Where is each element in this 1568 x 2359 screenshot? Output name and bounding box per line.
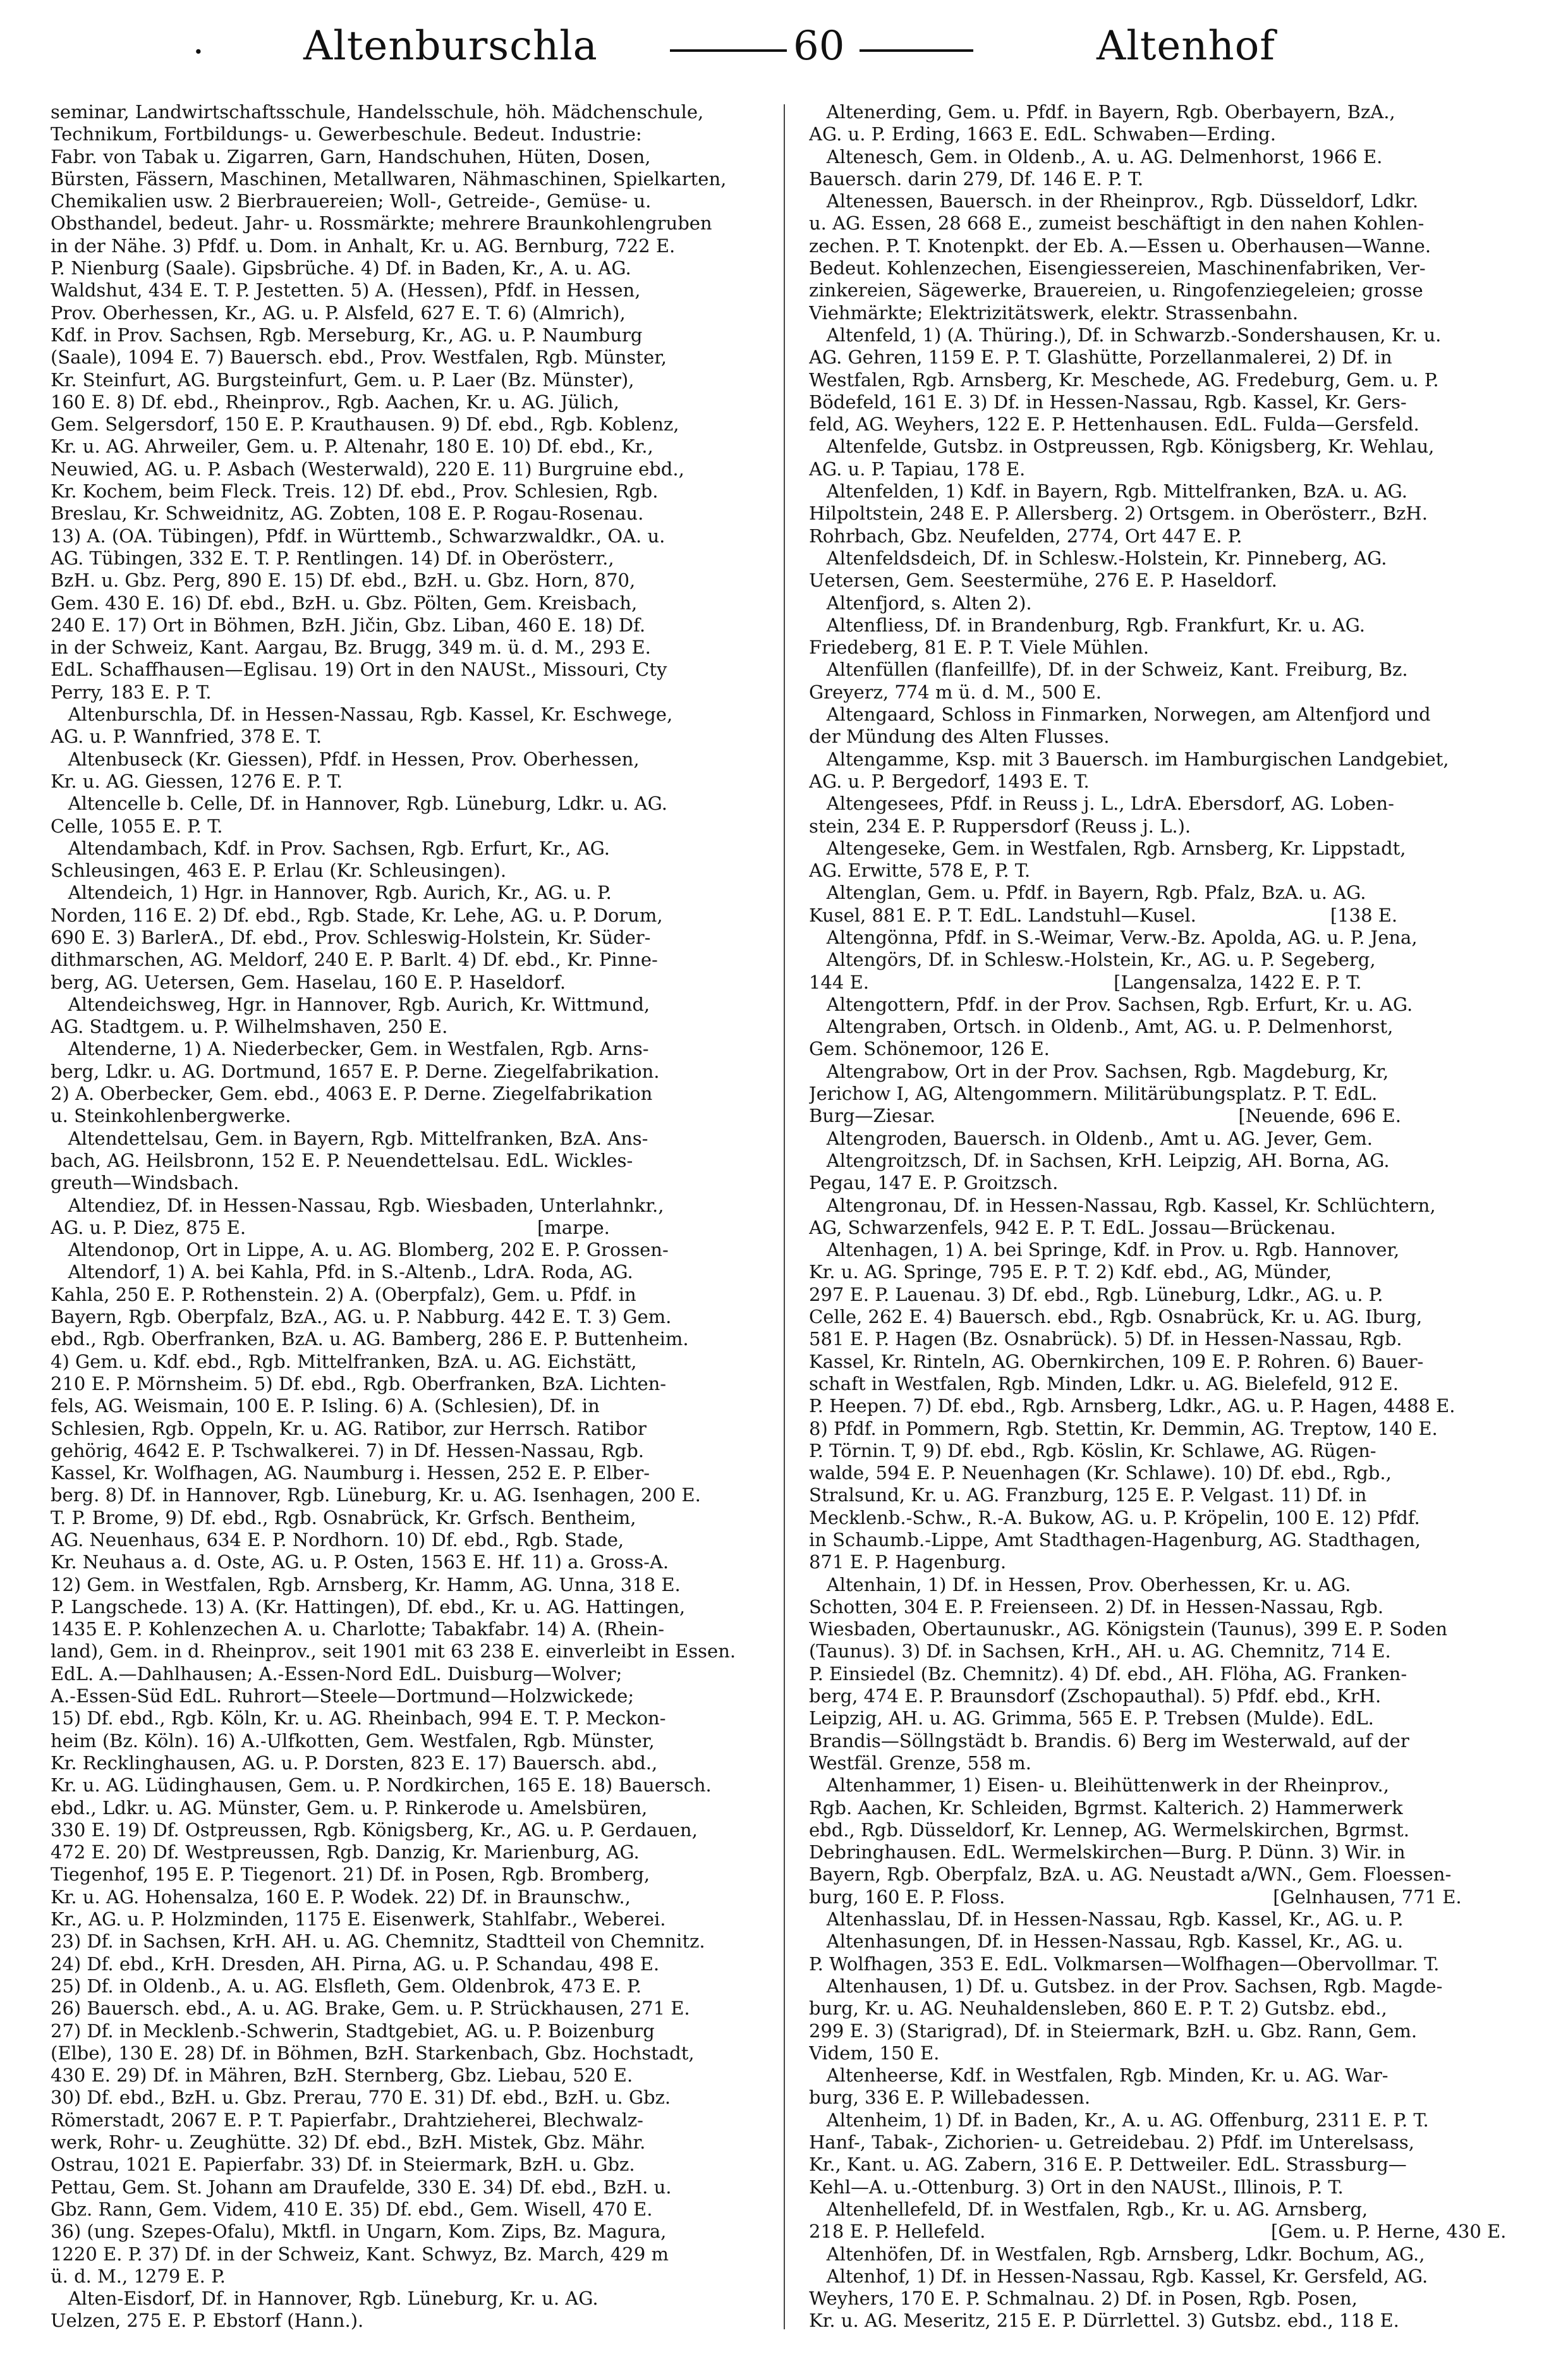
header-rule-left	[670, 49, 787, 52]
header-right-catchword: Altenhof	[1097, 23, 1275, 70]
text-columns	[51, 101, 1517, 2332]
left-column-text: seminar, Landwirtschaftsschule, Handelsschule, höh. Mädchenschule, Technikum, Fortbildungs- u. Gewerbeschule. Bedeut. Industrie: Fabr. von Tabak u. Zigarren, Garn, Handschuhen, Hüten, Dosen, Bürsten, Fässern, Maschinen, Metallwaren, Nähmaschinen, Spielkarten, Chemikalien usw. 2 Bierbrauereien; Woll-, Getreide-, Gemüse- u. Obsthandel, bedeut. Jahr- u. Rossmärkte; mehrere Braunkohlengruben in der Nähe. 3) Pfdf. u. Dom. in Anhalt, Kr. u. AG. Bernburg, 722 E. P. Nienburg (Saale). Gipsbrüche. 4) Df. in Baden, Kr., A. u. AG. Waldshut, 434 E. T. P. Jestetten. 5) A. (Hessen), Pfdf. in Hessen, Prov. Oberhessen, Kr., AG. u. P. Alsfeld, 627 E. T. 6) (Almrich), Kdf. in Prov. Sachsen, Rgb. Merseburg, Kr., AG. u. P. Naumburg (Saale), 1094 E. 7) Bauersch. ebd., Prov. Westfalen, Rgb. Münster, Kr. Steinfurt, AG. Burgsteinfurt, Gem. u. P. Laer (Bz. Münster), 160 E. 8) Df. ebd., Rheinprov., Rgb. Aachen, Kr. u. AG. Jülich, Gem. Selgersdorf, 150 E. P. Krauthausen. 9) Df. ebd., Rgb. Koblenz, Kr. u. AG. Ahrweiler, Gem. u. P. Altenahr, 180 E. 10) Df. ebd., Kr., Neuwied, AG. u. P. Asbach (Westerwald), 220 E. 11) Burgruine ebd., Kr. Kochem, beim Fleck. Treis. 12) Df. ebd., Prov. Schlesien, Rgb. Breslau, Kr. Schweidnitz, AG. Zobten, 108 E. P. Rogau-Rosenau. 13) A. (OA. Tübingen), Pfdf. in Württemb., Schwarzwaldkr., OA. u. AG. Tübingen, 332 E. T. P. Rentlingen. 14) Df. in Oberösterr., BzH. u. Gbz. Perg, 890 E. 15) Df. ebd., BzH. u. Gbz. Horn, 870, Gem. 430 E. 16) Df. ebd., BzH. u. Gbz. Pölten, Gem. Kreisbach, 240 E. 17) Ort in Böhmen, BzH. Jičin, Gbz. Liban, 460 E. 18) Df. in der Schweiz, Kant. Aargau, Bz. Brugg, 349 m. ü. d. M., 293 E. EdL. Schaffhausen—Eglisau. 19) Ort in den NAUSt., Missouri, Cty Perry, 183 E. P. T. Altenburschla, Df. in Hessen-Nassau, Rgb. Kassel, Kr. Eschwege, AG. u. P. Wannfried, 378 E. T. Altenbuseck (Kr. Giessen), Pfdf. in Hessen, Prov. Oberhessen, Kr. u. AG. Giessen, 1276 E. P. T. Altencelle b. Celle, Df. in Hannover, Rgb. Lüneburg, Ldkr. u. AG. Celle, 1055 E. P. T. Altendambach, Kdf. in Prov. Sachsen, Rgb. Erfurt, Kr., AG. Schleusingen, 463 E. P. Erlau (Kr. Schleusingen). Altendeich, 1) Hgr. in Hannover, Rgb. Aurich, Kr., AG. u. P. Norden, 116 E. 2) Df. ebd., Rgb. Stade, Kr. Lehe, AG. u. P. Dorum, 690 E. 3) BarlerA., Df. ebd., Prov. Schleswig-Holstein, Kr. Süder- dithmarschen, AG. Meldorf, 240 E. P. Barlt. 4) Df. ebd., Kr. Pinne- berg, AG. Uetersen, Gem. Haselau, 160 E. P. Haseldorf. Altendeichsweg, Hgr. in Hannover, Rgb. Aurich, Kr. Wittmund, AG. Stadtgem. u. P. Wilhelmshaven, 250 E. Altenderne, 1) A. Niederbecker, Gem. in Westfalen, Rgb. Arns- berg, Ldkr. u. AG. Dortmund, 1657 E. P. Derne. Ziegelfabrikation. 2) A. Oberbecker, Gem. ebd., 4063 E. P. Derne. Ziegelfabrikation u. Steinkohlenbergwerke. Altendettelsau, Gem. in Bayern, Rgb. Mittelfranken, BzA. Ans- bach, AG. Heilsbronn, 152 E. P. Neuendettelsau. EdL. Wickles- greuth—Windsbach. Altendiez, Df. in Hessen-Nassau, Rgb. Wiesbaden, Unterlahnkr., AG. u. P. Diez, 875 E. [marpe. Altendonop, Ort in Lippe, A. u. AG. Blomberg, 202 E. P. Grossen- Altendorf, 1) A. bei Kahla, Pfd. in S.-Altenb., LdrA. Roda, AG. Kahla, 250 E. P. Rothenstein. 2) A. (Oberpfalz), Gem. u. Pfdf. in Bayern, Rgb. Oberpfalz, BzA., AG. u. P. Nabburg. 442 E. T. 3) Gem. ebd., Rgb. Oberfranken, BzA. u. AG. Bamberg, 286 E. P. Buttenheim. 4) Gem. u. Kdf. ebd., Rgb. Mittelfranken, BzA. u. AG. Eichstätt, 210 E. P. Mörnsheim. 5) Df. ebd., Rgb. Oberfranken, BzA. Lichten- fels, AG. Weismain, 100 E. P. Isling. 6) A. (Schlesien), Df. in Schlesien, Rgb. Oppeln, Kr. u. AG. Ratibor, zur Herrsch. Ratibor gehörig, 4642 E. P. Tschwalkerei. 7) in Df. Hessen-Nassau, Rgb. Kassel, Kr. Wolfhagen, AG. Naumburg i. Hessen, 252 E. P. Elber- berg. 8) Df. in Hannover, Rgb. Lüneburg, Kr. u. AG. Isenhagen, 200 E. T. P. Brome, 9) Df. ebd., Rgb. Osnabrück, Kr. Grfsch. Bentheim, AG. Neuenhaus, 634 E. P. Nordhorn. 10) Df. ebd., Rgb. Stade, Kr. Neuhaus a. d. Oste, AG. u. P. Osten, 1563 E. Hf. 11) a. Gross-A. 12) Gem. in Westfalen, Rgb. Arnsberg, Kr. Hamm, AG. Unna, 318 E. P. Langschede. 13) A. (Kr. Hattingen), Df. ebd., Kr. u. AG. Hattingen, 1435 E. P. Kohlenzechen A. u. Charlotte; Tabakfabr. 14) A. (Rhein- land), Gem. in d. Rheinprov., seit 1901 mit 63 238 E. einverleibt in Essen. EdL. A.—Dahlhausen; A.-Essen-Nord EdL. Duisburg—Wolver; A.-Essen-Süd EdL. Ruhrort—Steele—Dortmund—Holzwickede; 15) Df. ebd., Rgb. Köln, Kr. u. AG. Rheinbach, 994 E. T. P. Meckon- heim (Bz. Köln). 16) A.-Ulfkotten, Gem. Westfalen, Rgb. Münster, Kr. Recklinghausen, AG. u. P. Dorsten, 823 E. 17) Bauersch. abd., Kr. u. AG. Lüdinghausen, Gem. u. P. Nordkirchen, 165 E. 18) Bauersch. ebd., Ldkr. u. AG. Münster, Gem. u. P. Rinkerode u. Amelsbüren, 330 E. 19) Df. Ostpreussen, Rgb. Königsberg, Kr., AG. u. P. Gerdauen, 472 E. 20) Df. Westpreussen, Rgb. Danzig, Kr. Marienburg, AG. Tiegenhof, 195 E. P. Tiegenort. 21) Df. in Posen, Rgb. Bromberg, Kr. u. AG. Hohensalza, 160 E. P. Wodek. 22) Df. in Braunschw., Kr., AG. u. P. Holzminden, 1175 E. Eisenwerk, Stahlfabr., Weberei. 23) Df. in Sachsen, KrH. AH. u. AG. Chemnitz, Stadtteil von Chemnitz. 24) Df. ebd., KrH. Dresden, AH. Pirna, AG. u. P. Schandau, 498 E. 25) Df. in Oldenb., A. u. AG. Elsfleth, Gem. Oldenbrok, 473 E. P. 26) Bauersch. ebd., A. u. AG. Brake, Gem. u. P. Strückhausen, 271 E. 27) Df. in Mecklenb.-Schwerin, Stadtgebiet, AG. u. P. Boizenburg (Elbe), 130 E. 28) Df. in Böhmen, BzH. Starkenbach, Gbz. Hochstadt, 430 E. 29) Df. in Mähren, BzH. Sternberg, Gbz. Liebau, 520 E. 30) Df. ebd., BzH. u. Gbz. Prerau, 770 E. 31) Df. ebd., BzH. u. Gbz. Römerstadt, 2067 E. P. T. Papierfabr., Drahtzieherei, Blechwalz- werk, Rohr- u. Zeughütte. 32) Df. ebd., BzH. Mistek, Gbz. Mähr. Ostrau, 1021 E. Papierfabr. 33) Df. in Steiermark, BzH. u. Gbz. Pettau, Gem. St. Johann am Draufelde, 330 E. 34) Df. ebd., BzH. u. Gbz. Rann, Gem. Videm, 410 E. 35) Df. ebd., Gem. Wisell, 470 E. 36) (ung. Szepes-Ofalu), Mktfl. in Ungarn, Kom. Zips, Bz. Magura, 1220 E. P. 37) Df. in der Schweiz, Kant. Schwyz, Bz. March, 429 m ü. d. M., 1279 E. P. Alten-Eisdorf, Df. in Hannover, Rgb. Lüneburg, Kr. u. AG. Uelzen, 275 E. P. Ebstorf (Hann.).	[51, 101, 736, 2332]
column-divider	[784, 104, 785, 2329]
header-left-catchword: Altenburschla	[303, 23, 598, 70]
header-rule-right	[860, 49, 973, 52]
header-dot: ·	[193, 32, 204, 73]
right-column	[809, 101, 1517, 2332]
page-header	[0, 6, 1568, 88]
right-column-text: Altenerding, Gem. u. Pfdf. in Bayern, Rgb. Oberbayern, BzA., AG. u. P. Erding, 1663 E. EdL. Schwaben—Erding. Altenesch, Gem. in Oldenb., A. u. AG. Delmenhorst, 1966 E. Bauersch. darin 279, Df. 146 E. P. T. Altenessen, Bauersch. in der Rheinprov., Rgb. Düsseldorf, Ldkr. u. AG. Essen, 28 668 E., zumeist beschäftigt in den nahen Kohlen- zechen. P. T. Knotenpkt. der Eb. A.—Essen u. Oberhausen—Wanne. Bedeut. Kohlenzechen, Eisengiessereien, Maschinenfabriken, Ver- zinkereien, Sägewerke, Brauereien, u. Ringofenziegeleien; grosse Viehmärkte; Elektrizitätswerk, elektr. Strassenbahn. Altenfeld, 1) (A. Thüring.), Df. in Schwarzb.-Sondershausen, Kr. u. AG. Gehren, 1159 E. P. T. Glashütte, Porzellanmalerei, 2) Df. in Westfalen, Rgb. Arnsberg, Kr. Meschede, AG. Fredeburg, Gem. u. P. Bödefeld, 161 E. 3) Df. in Hessen-Nassau, Rgb. Kassel, Kr. Gers- feld, AG. Weyhers, 122 E. P. Hettenhausen. EdL. Fulda—Gersfeld. Altenfelde, Gutsbz. in Ostpreussen, Rgb. Königsberg, Kr. Wehlau, AG. u. P. Tapiau, 178 E. Altenfelden, 1) Kdf. in Bayern, Rgb. Mittelfranken, BzA. u. AG. Hilpoltstein, 248 E. P. Allersberg. 2) Ortsgem. in Oberösterr., BzH. Rohrbach, Gbz. Neufelden, 2774, Ort 447 E. P. Altenfeldsdeich, Df. in Schlesw.-Holstein, Kr. Pinneberg, AG. Uetersen, Gem. Seestermühe, 276 E. P. Haseldorf. Altenfjord, s. Alten 2). Altenfliess, Df. in Brandenburg, Rgb. Frankfurt, Kr. u. AG. Friedeberg, 81 E. P. T. Viele Mühlen. Altenfüllen (flanfeillfe), Df. in der Schweiz, Kant. Freiburg, Bz. Greyerz, 774 m ü. d. M., 500 E. Altengaard, Schloss in Finmarken, Norwegen, am Altenfjord und der Mündung des Alten Flusses. Altengamme, Ksp. mit 3 Bauersch. im Hamburgischen Landgebiet, AG. u. P. Bergedorf, 1493 E. T. Altengesees, Pfdf. in Reuss j. L., LdrA. Ebersdorf, AG. Loben- stein, 234 E. P. Ruppersdorf (Reuss j. L.). Altengeseke, Gem. in Westfalen, Rgb. Arnsberg, Kr. Lippstadt, AG. Erwitte, 578 E, P. T. Altenglan, Gem. u. Pfdf. in Bayern, Rgb. Pfalz, BzA. u. AG. Kusel, 881 E. P. T. EdL. Landstuhl—Kusel. [138 E. Altengönna, Pfdf. in S.-Weimar, Verw.-Bz. Apolda, AG. u. P. Jena, Altengörs, Df. in Schlesw.-Holstein, Kr., AG. u. P. Segeberg, 144 E. [Langensalza, 1422 E. P. T. Altengottern, Pfdf. in der Prov. Sachsen, Rgb. Erfurt, Kr. u. AG. Altengraben, Ortsch. in Oldenb., Amt, AG. u. P. Delmenhorst, Gem. Schönemoor, 126 E. Altengrabow, Ort in der Prov. Sachsen, Rgb. Magdeburg, Kr, Jerichow I, AG, Altengommern. Militärübungsplatz. P. T. EdL. Burg—Ziesar. [Neuende, 696 E. Altengroden, Bauersch. in Oldenb., Amt u. AG. Jever, Gem. Altengroitzsch, Df. in Sachsen, KrH. Leipzig, AH. Borna, AG. Pegau, 147 E. P. Groitzsch. Altengronau, Df. in Hessen-Nassau, Rgb. Kassel, Kr. Schlüchtern, AG, Schwarzenfels, 942 E. P. T. EdL. Jossau—Brückenau. Altenhagen, 1) A. bei Springe, Kdf. in Prov. u. Rgb. Hannover, Kr. u. AG. Springe, 795 E. P. T. 2) Kdf. ebd., AG, Münder, 297 E. P. Lauenau. 3) Df. ebd., Rgb. Lüneburg, Ldkr., AG. u. P. Celle, 262 E. 4) Bauersch. ebd., Rgb. Osnabrück, Kr. u. AG. Iburg, 581 E. P. Hagen (Bz. Osnabrück). 5) Df. in Hessen-Nassau, Rgb. Kassel, Kr. Rinteln, AG. Obernkirchen, 109 E. P. Rohren. 6) Bauer- schaft in Westfalen, Rgb. Minden, Ldkr. u. AG. Bielefeld, 912 E. P. Heepen. 7) Df. ebd., Rgb. Arnsberg, Ldkr., AG. u. P. Hagen, 4488 E. 8) Pfdf. in Pommern, Rgb. Stettin, Kr. Demmin, AG. Treptow, 140 E. P. Törnin. T, 9) Df. ebd., Rgb. Köslin, Kr. Schlawe, AG. Rügen- walde, 594 E. P. Neuenhagen (Kr. Schlawe). 10) Df. ebd., Rgb., Stralsund, Kr. u. AG. Franzburg, 125 E. P. Velgast. 11) Df. in Mecklenb.-Schw., R.-A. Bukow, AG. u. P. Kröpelin, 100 E. 12) Pfdf. in Schaumb.-Lippe, Amt Stadthagen-Hagenburg, AG. Stadthagen, 871 E. P. Hagenburg. Altenhain, 1) Df. in Hessen, Prov. Oberhessen, Kr. u. AG. Schotten, 304 E. P. Freienseen. 2) Df. in Hessen-Nassau, Rgb. Wiesbaden, Obertaunuskr., AG. Königstein (Taunus), 399 E. P. Soden (Taunus). 3) Df. in Sachsen, KrH., AH. u. AG. Chemnitz, 714 E. P. Einsiedel (Bz. Chemnitz). 4) Df. ebd., AH. Flöha, AG. Franken- berg, 474 E. P. Braunsdorf (Zschopauthal). 5) Pfdf. ebd., KrH. Leipzig, AH. u. AG. Grimma, 565 E. P. Trebsen (Mulde). EdL. Brandis—Söllngstädt b. Brandis. 6) Berg im Westerwald, auf der Westfäl. Grenze, 558 m. Altenhammer, 1) Eisen- u. Bleihüttenwerk in der Rheinprov., Rgb. Aachen, Kr. Schleiden, Bgrmst. Kalterich. 2) Hammerwerk ebd., Rgb. Düsseldorf, Kr. Lennep, AG. Wermelskirchen, Bgrmst. Debringhausen. EdL. Wermelskirchen—Burg. P. Dünn. 3) Wir. in Bayern, Rgb. Oberpfalz, BzA. u. AG. Neustadt a/WN., Gem. Floessen- burg, 160 E. P. Floss. [Gelnhausen, 771 E. Altenhasslau, Df. in Hessen-Nassau, Rgb. Kassel, Kr., AG. u. P. Altenhasungen, Df. in Hessen-Nassau, Rgb. Kassel, Kr., AG. u. P. Wolfhagen, 353 E. EdL. Volkmarsen—Wolfhagen—Obervollmar. T. Altenhausen, 1) Df. u. Gutsbez. in der Prov. Sachsen, Rgb. Magde- burg, Kr. u. AG. Neuhaldensleben, 860 E. P. T. 2) Gutsbz. ebd., 299 E. 3) (Starigrad), Df. in Steiermark, BzH. u. Gbz. Rann, Gem. Videm, 150 E. Altenheerse, Kdf. in Westfalen, Rgb. Minden, Kr. u. AG. War- burg, 336 E. P. Willebadessen. Altenheim, 1) Df. in Baden, Kr., A. u. AG. Offenburg, 2311 E. P. T. Hanf-, Tabak-, Zichorien- u. Getreidebau. 2) Pfdf. im Unterelsass, Kr., Kant. u. AG. Zabern, 316 E. P. Dettweiler. EdL. Strassburg— Kehl—A. u.-Ottenburg. 3) Ort in den NAUSt., Illinois, P. T. Altenhellefeld, Df. in Westfalen, Rgb., Kr. u. AG. Arnsberg, 218 E. P. Hellefeld. [Gem. u. P. Herne, 430 E. Altenhöfen, Df. in Westfalen, Rgb. Arnsberg, Ldkr. Bochum, AG., Altenhof, 1) Df. in Hessen-Nassau, Rgb. Kassel, Kr. Gersfeld, AG. Weyhers, 170 E. P. Schmalnau. 2) Df. in Posen, Rgb. Posen, Kr. u. AG. Meseritz, 215 E. P. Dürrlettel. 3) Gutsbz. ebd., 118 E.	[809, 101, 1507, 2332]
left-column	[51, 101, 758, 2332]
page-number: 60	[793, 23, 845, 70]
